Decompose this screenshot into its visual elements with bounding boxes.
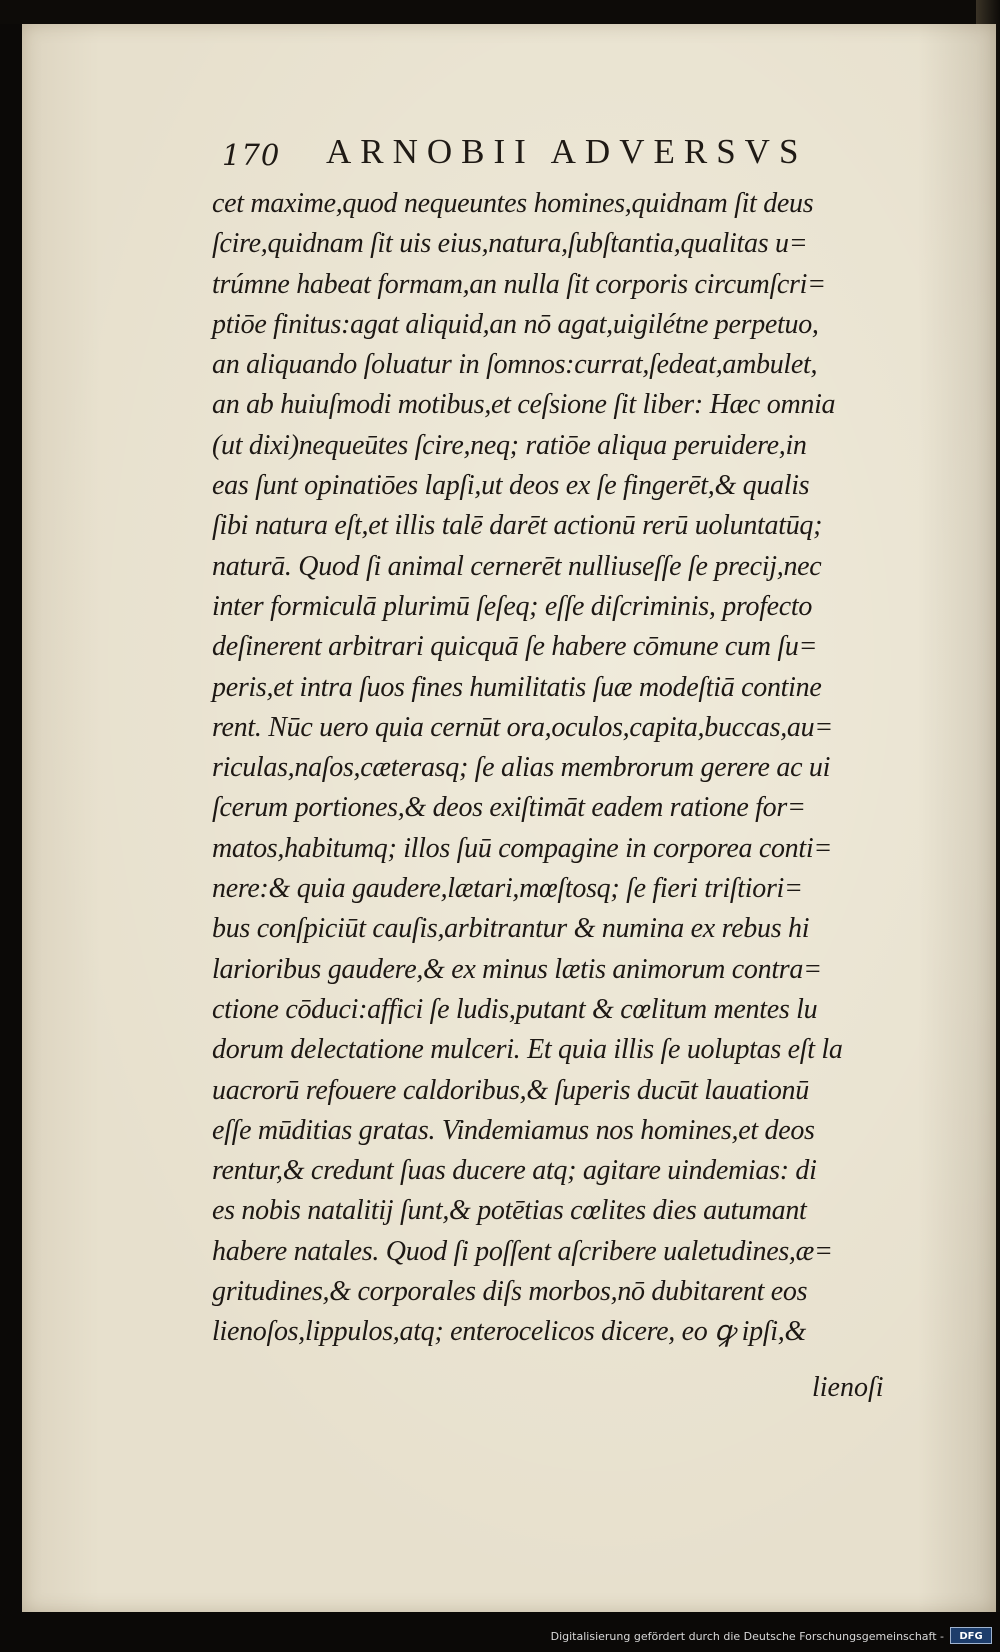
text-line: an ab huiuſmodi motibus,et ceſsione ſit liber: Hæc omnia [212, 389, 836, 421]
text-line: rent. Nūc uero quia cernūt ora,oculos,capita,buccas,au= [212, 711, 833, 743]
dfg-logo: DFG [950, 1627, 992, 1644]
text-line: (ut dixi)nequeūtes ſcire,neq; ratiōe aliqua peruidere,in [212, 429, 807, 461]
text-line: ſcire,quidnam ſit uis eius,natura,ſubſtantia,qualitas u= [212, 228, 808, 260]
text-line: eſſe mūditias gratas. Vindemiamus nos homines,et deos [212, 1114, 815, 1146]
text-line: matos,habitumq; illos ſuū compagine in corporea conti= [212, 832, 832, 864]
funding-credit: Digitalisierung gefördert durch die Deutsche Forschungsgemeinschaft - [550, 1630, 944, 1643]
text-line: riculas,naſos,cæterasq; ſe alias membrorum gerere ac ui [212, 752, 831, 784]
text-line: naturā. Quod ſi animal cernerēt nulliuseſſe ſe precij,nec [212, 550, 822, 582]
text-line: uacrorū refouere caldoribus,& ſuperis ducūt lauationū [212, 1074, 809, 1106]
text-line: gritudines,& corporales diſs morbos,nō dubitarent eos [212, 1276, 808, 1308]
text-line: dorum delectatione mulceri. Et quia illis ſe uoluptas eſt la [212, 1034, 843, 1066]
text-line: inter formiculā plurimū ſeſeq; eſſe diſcriminis, profecto [212, 590, 813, 622]
text-line: bus conſpiciūt cauſis,arbitrantur & numina ex rebus hi [212, 913, 810, 945]
text-line: ctione cōduci:affici ſe ludis,putant & cœlitum mentes lu [212, 993, 818, 1025]
catchword: lienoſi [812, 1372, 884, 1403]
text-line: lienoſos,lippulos,atq; enterocelicos dicere, eo ꝙ ipſi,& [212, 1316, 806, 1348]
text-line: cet maxime,quod nequeuntes homines,quidnam ſit deus [212, 188, 814, 219]
text-line: nere:& quia gaudere,lætari,mœſtosq; ſe fieri triſtiori= [212, 873, 803, 905]
text-line: ſibi natura eſt,et illis talē darēt actionū rerū uoluntatūq; [212, 510, 823, 542]
scan-background-top [0, 0, 1000, 24]
text-line: deſinerent arbitrari quicquā ſe habere cōmune cum ſu= [212, 631, 818, 663]
text-line: trúmne habeat formam,an nulla ſit corporis circumſcri= [212, 268, 826, 300]
text-line: es nobis natalitij ſunt,& potētias cœlites dies autumant [212, 1195, 807, 1227]
text-line: larioribus gaudere,& ex minus lætis animorum contra= [212, 953, 822, 985]
text-line: ptiōe finitus:agat aliquid,an nō agat,uigilétne perpetuo, [212, 308, 819, 340]
text-line: peris,et intra ſuos fines humilitatis ſuæ modeſtiā contine [212, 671, 822, 703]
body-text [212, 184, 912, 1353]
text-line: ſcerum portiones,& deos exiſtimāt eadem ratione for= [212, 792, 806, 824]
text-line: eas ſunt opinatiōes lapſi,ut deos ex ſe fingerēt,& qualis [212, 470, 810, 502]
text-line: habere natales. Quod ſi poſſent aſcribere ualetudines,æ= [212, 1235, 833, 1267]
running-title: ARNOBII ADVERSVS [326, 132, 808, 171]
text-line: an aliquando ſoluatur in ſomnos:currat,ſedeat,ambulet, [212, 349, 818, 381]
page-header [222, 132, 862, 182]
text-line: rentur,& credunt ſuas ducere atq; agitare uindemias: di [212, 1155, 817, 1187]
page-number: 170 [222, 138, 281, 172]
